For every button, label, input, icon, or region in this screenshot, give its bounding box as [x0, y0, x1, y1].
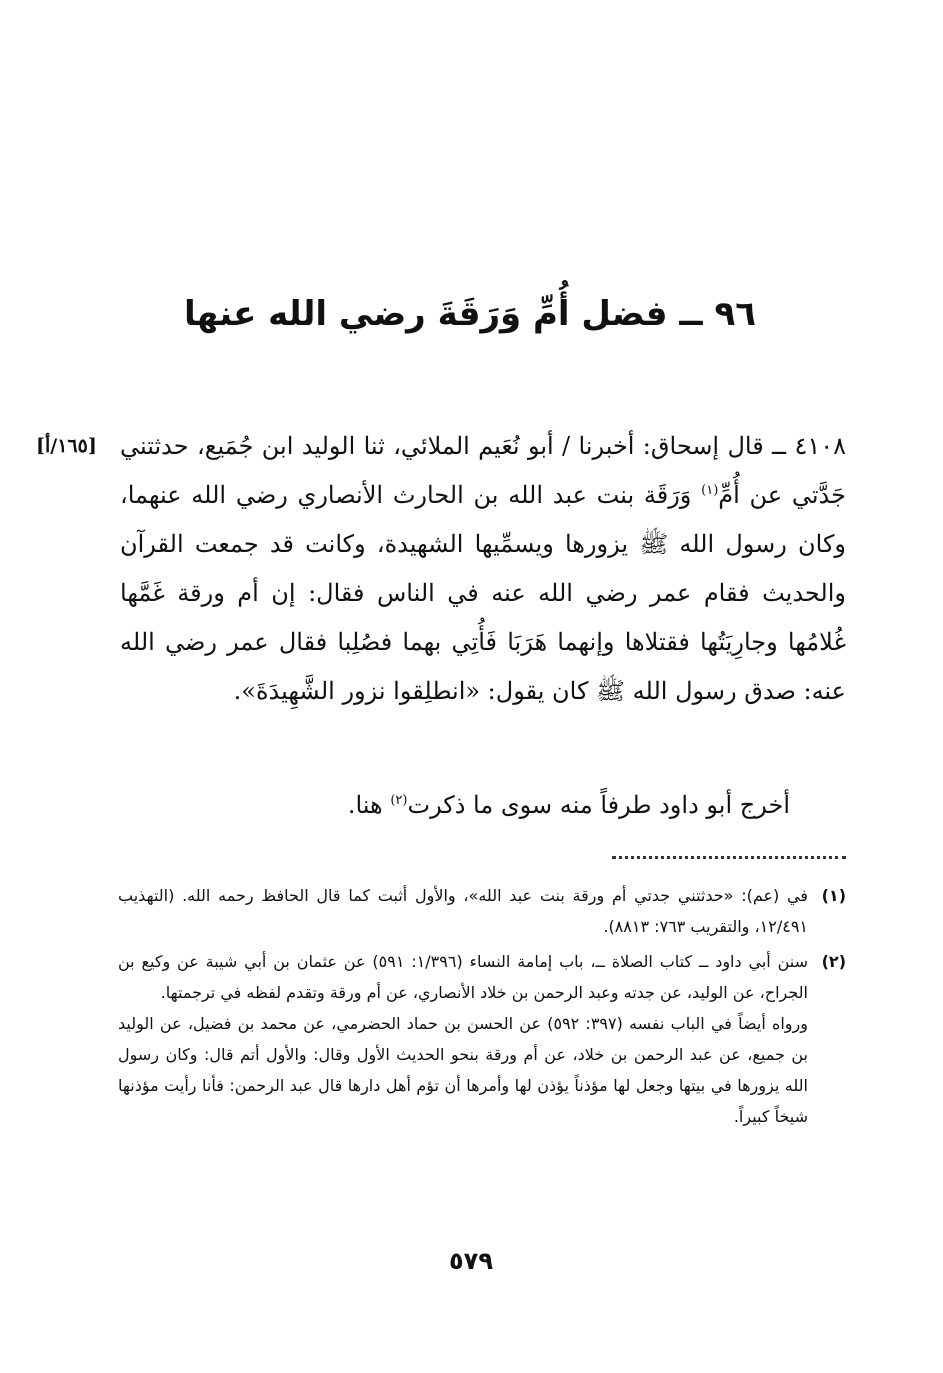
footnote-body — [118, 880, 808, 942]
hadith-text-part2: وَرَقَة بنت عبد الله بن الحارث الأنصاري رضي الله عنهما، وكان رسول الله ﷺ يزورها ويسمِّيها الشهيدة، وكانت قد جمعت القرآن والحديث فقام عمر رضي الله عنه في الناس فقال: إن أم ورقة غَمَّها غُلامُها وجارِيَتُها فقتلاها وإنهما هَرَبَا فَأُتِي بهما فصُلِبا فقال عمر رضي الله عنه: صدق رسول الله ﷺ كان يقول: «انطلِقوا نزور الشَّهِيدَةَ». — [120, 481, 846, 705]
footnote-separator — [612, 856, 846, 859]
chapter-title: ٩٦ ــ فضل أُمِّ وَرَقَةَ رضي الله عنها — [184, 294, 756, 334]
footnote-paragraph: في (عم): «حدثتني جدتي أم ورقة بنت عبد الله»، والأول أثبت كما قال الحافظ رحمه الله. (التهذيب ١٢/٤٩١، والتقريب ٧٦٣: ٨٨١٣). — [118, 886, 808, 936]
footnote-ref-1: (١) — [701, 483, 719, 498]
footnote-1 — [118, 880, 846, 942]
page-number: ٥٧٩ — [449, 1247, 493, 1275]
hadith-text-part1: ٤١٠٨ ــ قال إسحاق: أخبرنا / أبو نُعَيم الملائي، ثنا الوليد ابن جُمَيع، حدثتني جَدَّتي عن أُمِّ — [120, 432, 846, 509]
takhrij-text-part2: هنا. — [347, 791, 391, 819]
takhrij-text-part1: أخرج أبو داود طرفاً منه سوى ما ذكرت — [407, 791, 790, 819]
footnote-number: (٢) — [821, 952, 846, 971]
footnote-paragraph: ورواه أيضاً في الباب نفسه (٣٩٧: ٥٩٢) عن الحسن بن حماد الحضرمي، عن محمد بن فضيل، عن الوليد بن جميع، عن عبد الرحمن بن خلاد، عن أم ورقة بنحو الحديث الأول وقال: والأول أتم قال: وكان رسول الله يزورها في بيتها وجعل لها مؤذناً يؤذن لها وأمرها أن تؤم أهل دارها قال عبد الرحمن: فأنا رأيت مؤذنها شيخاً كبيراً. — [118, 1014, 808, 1126]
footnote-paragraph: سنن أبي داود ــ كتاب الصلاة ــ، باب إمامة النساء (١/٣٩٦: ٥٩١) عن عثمان بن أبي شيبة عن وكيع بن الجراح، عن الوليد، عن جدته وعبد الرحمن بن خلاد الأنصاري، عن أم ورقة وتقدم لفظه في ترجمتها. — [118, 952, 808, 1002]
footnote-number: (١) — [821, 886, 846, 905]
hadith-text — [120, 422, 846, 716]
footnote-body — [118, 946, 808, 1132]
takhrij-note — [120, 783, 790, 827]
footnotes — [118, 880, 846, 1136]
footnote-2 — [118, 946, 846, 1132]
footnote-ref-2: (٢) — [390, 793, 408, 808]
manuscript-folio-reference: [١٦٥/أ] — [36, 435, 97, 457]
